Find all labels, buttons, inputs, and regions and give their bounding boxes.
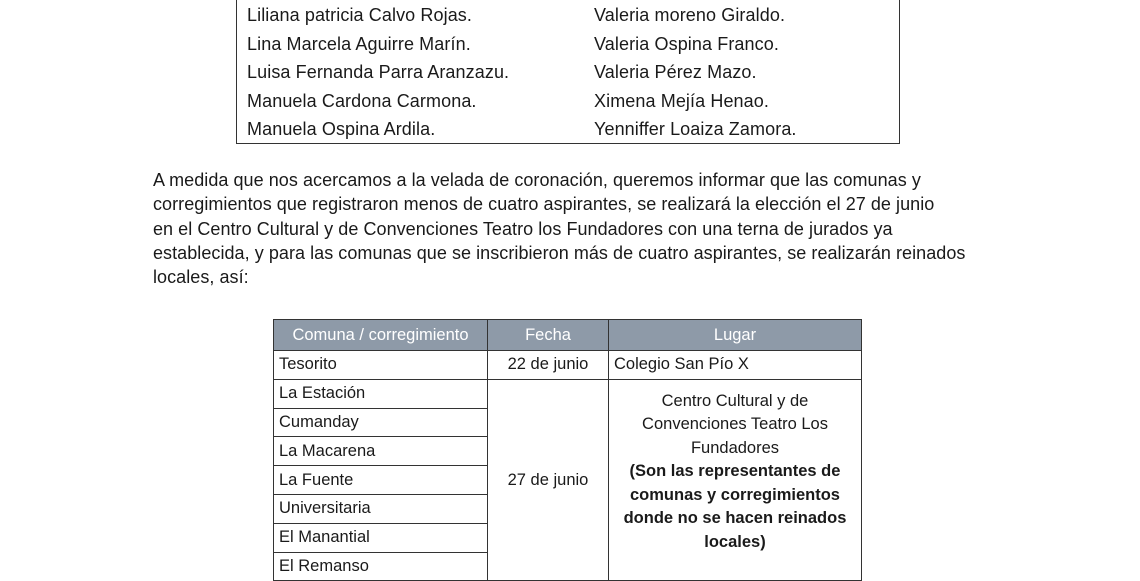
lugar-line: Centro Cultural y de bbox=[661, 391, 809, 410]
cell-comuna: La Estación bbox=[274, 379, 488, 408]
lugar-line: Fundadores bbox=[690, 438, 780, 457]
announcement-paragraph bbox=[153, 168, 985, 289]
cell-comuna: Tesorito bbox=[274, 351, 488, 380]
name-entry: Valeria moreno Giraldo. bbox=[594, 5, 786, 25]
table-row bbox=[274, 379, 862, 408]
lugar-line: Convenciones Teatro Los bbox=[642, 415, 828, 434]
header-comuna: Comuna / corregimiento bbox=[274, 320, 488, 351]
lugar-note-line: comunas y corregimientos bbox=[630, 485, 840, 504]
cell-lugar-group bbox=[609, 379, 862, 581]
paragraph-line: A medida que nos acercamos a la velada de coronación, queremos informar que las comunas y bbox=[153, 170, 921, 190]
name-entry: Liliana patricia Calvo Rojas. bbox=[247, 5, 473, 25]
name-entry: Manuela Ospina Ardila. bbox=[247, 119, 436, 140]
cell-lugar: Colegio San Pío X bbox=[609, 351, 862, 380]
paragraph-line: corregimientos que registraron menos de cuatro aspirantes, se realizará la elección el 27 de junio bbox=[153, 194, 935, 215]
paragraph-line: en el Centro Cultural y de Convenciones Teatro los Fundadores con una terna de jurados ya bbox=[153, 218, 893, 239]
header-fecha: Fecha bbox=[488, 320, 609, 351]
names-right-column bbox=[594, 0, 797, 144]
cell-comuna: El Manantial bbox=[274, 523, 488, 552]
names-table bbox=[236, 0, 900, 144]
cell-comuna: La Macarena bbox=[274, 437, 488, 466]
name-entry: Yenniffer Loaiza Zamora. bbox=[594, 119, 797, 140]
cell-comuna: La Fuente bbox=[274, 466, 488, 495]
name-entry: Ximena Mejía Henao. bbox=[594, 90, 769, 111]
name-entry: Valeria Pérez Mazo. bbox=[594, 62, 757, 83]
cell-fecha-group: 27 de junio bbox=[488, 379, 609, 581]
name-entry: Manuela Cardona Carmona. bbox=[247, 90, 477, 111]
cell-comuna: Universitaria bbox=[274, 494, 488, 523]
cell-comuna: Cumanday bbox=[274, 408, 488, 437]
schedule-header-row bbox=[274, 320, 862, 351]
names-left-column bbox=[247, 0, 509, 144]
paragraph-line: establecida, y para las comunas que se inscribieron más de cuatro aspirantes, se realizarán reinados bbox=[153, 242, 966, 263]
header-lugar: Lugar bbox=[609, 320, 862, 351]
name-entry: Luisa Fernanda Parra Aranzazu. bbox=[247, 62, 510, 83]
table-row bbox=[274, 351, 862, 380]
schedule-table bbox=[273, 319, 862, 581]
name-entry: Lina Marcela Aguirre Marín. bbox=[247, 33, 471, 54]
lugar-note-line: locales) bbox=[704, 532, 766, 551]
cell-comuna: El Remanso bbox=[274, 552, 488, 581]
paragraph-line: locales, así: bbox=[153, 267, 249, 288]
name-entry: Valeria Ospina Franco. bbox=[594, 33, 779, 54]
lugar-note-line: (Son las representantes de bbox=[629, 462, 841, 481]
cell-fecha: 22 de junio bbox=[488, 351, 609, 380]
lugar-note-line: donde no se hacen reinados bbox=[623, 509, 847, 528]
